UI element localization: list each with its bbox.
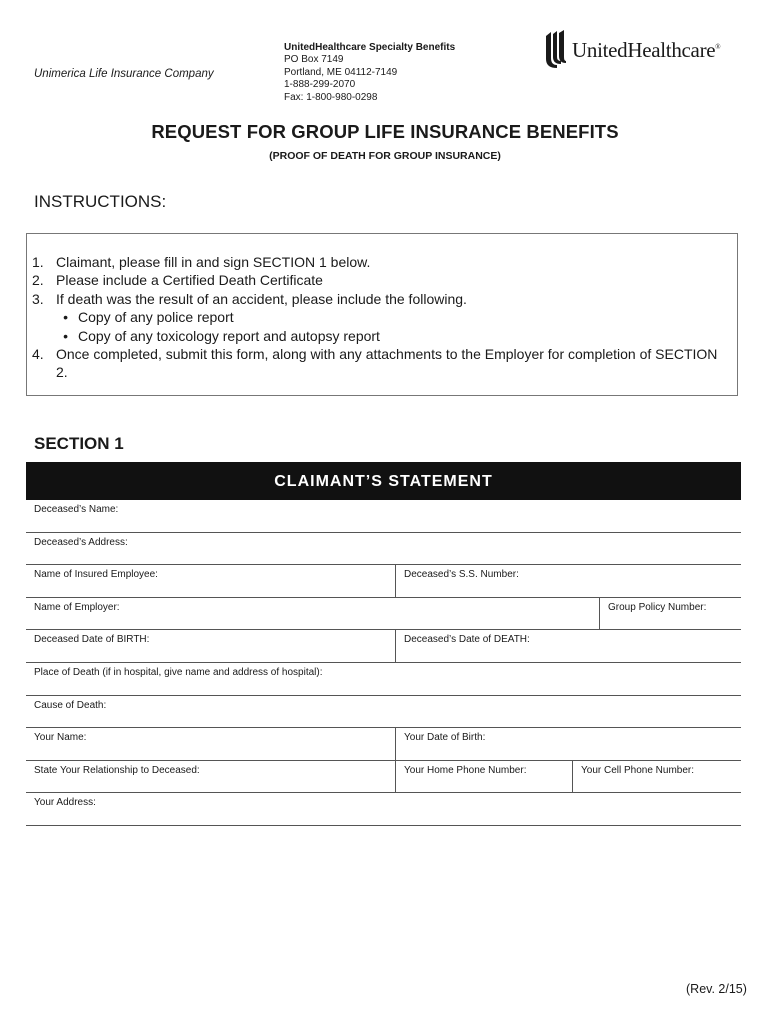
instruction-text: Once completed, submit this form, along with any attachments to the Employer for completion of SECTION 2. bbox=[56, 346, 718, 381]
address-title: UnitedHealthcare Specialty Benefits bbox=[284, 42, 456, 53]
registered-mark: ® bbox=[715, 42, 721, 51]
deceased-ssn-field[interactable]: Deceased’s S.S. Number: bbox=[395, 565, 741, 597]
instruction-number: 1. bbox=[32, 254, 44, 270]
form-row bbox=[26, 728, 741, 761]
instruction-number: 4. bbox=[32, 346, 44, 363]
cause-of-death-field[interactable]: Cause of Death: bbox=[34, 699, 107, 711]
instruction-text: Copy of any toxicology report and autopsy report bbox=[78, 327, 380, 344]
form-row bbox=[26, 761, 741, 794]
instructions-list bbox=[32, 253, 722, 382]
relationship-field[interactable]: State Your Relationship to Deceased: bbox=[34, 764, 200, 776]
instruction-number: 2. bbox=[32, 272, 44, 289]
your-dob-field[interactable]: Your Date of Birth: bbox=[395, 728, 741, 760]
deceased-address-field[interactable]: Deceased’s Address: bbox=[34, 536, 128, 548]
cell-phone-field[interactable]: Your Cell Phone Number: bbox=[572, 761, 741, 793]
instruction-text: Copy of any police report bbox=[78, 309, 234, 326]
address-phone: 1-888-299-2070 bbox=[284, 79, 356, 91]
document-subtitle: (PROOF OF DEATH FOR GROUP INSURANCE) bbox=[269, 150, 501, 162]
deceased-name-field[interactable]: Deceased’s Name: bbox=[34, 504, 119, 515]
bullet-icon: • bbox=[63, 309, 68, 326]
form-row bbox=[26, 598, 741, 631]
claimant-form bbox=[26, 500, 741, 826]
home-phone-field[interactable]: Your Home Phone Number: bbox=[395, 761, 572, 793]
bullet-icon: • bbox=[63, 327, 68, 344]
your-address-field[interactable]: Your Address: bbox=[34, 797, 96, 809]
instruction-item bbox=[32, 253, 722, 271]
logo-text: UnitedHealthcare® bbox=[572, 37, 721, 62]
form-row bbox=[26, 793, 741, 826]
form-row bbox=[26, 565, 741, 598]
instruction-bullet bbox=[32, 327, 722, 345]
u-shield-logo-icon bbox=[544, 30, 566, 70]
form-row bbox=[26, 533, 741, 566]
claimant-statement-bar: CLAIMANT’S STATEMENT bbox=[26, 462, 741, 500]
address-po-box: PO Box 7149 bbox=[284, 54, 344, 66]
company-name: Unimerica Life Insurance Company bbox=[34, 68, 214, 80]
instruction-text: If death was the result of an accident, please include the following. bbox=[56, 290, 467, 307]
address-city: Portland, ME 04112-7149 bbox=[284, 66, 398, 78]
place-of-death-field[interactable]: Place of Death (if in hospital, give name and address of hospital): bbox=[34, 666, 323, 678]
form-row bbox=[26, 663, 741, 696]
instruction-number: 3. bbox=[32, 290, 44, 307]
address-block bbox=[284, 42, 455, 104]
instruction-text: Claimant, please fill in and sign SECTION 1 below. bbox=[56, 254, 371, 270]
employer-field[interactable]: Name of Employer: bbox=[34, 601, 120, 613]
address-fax: Fax: 1-800-980-0298 bbox=[284, 91, 378, 103]
insured-employee-field[interactable]: Name of Insured Employee: bbox=[34, 569, 158, 581]
death-date-field[interactable]: Deceased’s Date of DEATH: bbox=[395, 630, 741, 662]
your-name-field[interactable]: Your Name: bbox=[34, 732, 87, 744]
instruction-bullet bbox=[32, 308, 722, 326]
instruction-text: Please include a Certified Death Certificate bbox=[56, 272, 323, 289]
instructions-heading: INSTRUCTIONS: bbox=[34, 192, 167, 211]
group-policy-field[interactable]: Group Policy Number: bbox=[599, 598, 741, 630]
form-row bbox=[26, 630, 741, 663]
document-title: REQUEST FOR GROUP LIFE INSURANCE BENEFITS bbox=[151, 121, 619, 142]
instruction-item bbox=[32, 345, 722, 382]
instruction-item bbox=[32, 290, 722, 308]
form-row bbox=[26, 696, 741, 729]
revision-label: (Rev. 2/15) bbox=[686, 982, 747, 996]
birth-date-field[interactable]: Deceased Date of BIRTH: bbox=[34, 634, 150, 646]
unitedhealthcare-logo bbox=[544, 30, 720, 70]
section-label: SECTION 1 bbox=[34, 434, 124, 453]
form-row bbox=[26, 500, 741, 533]
instruction-item bbox=[32, 271, 722, 289]
